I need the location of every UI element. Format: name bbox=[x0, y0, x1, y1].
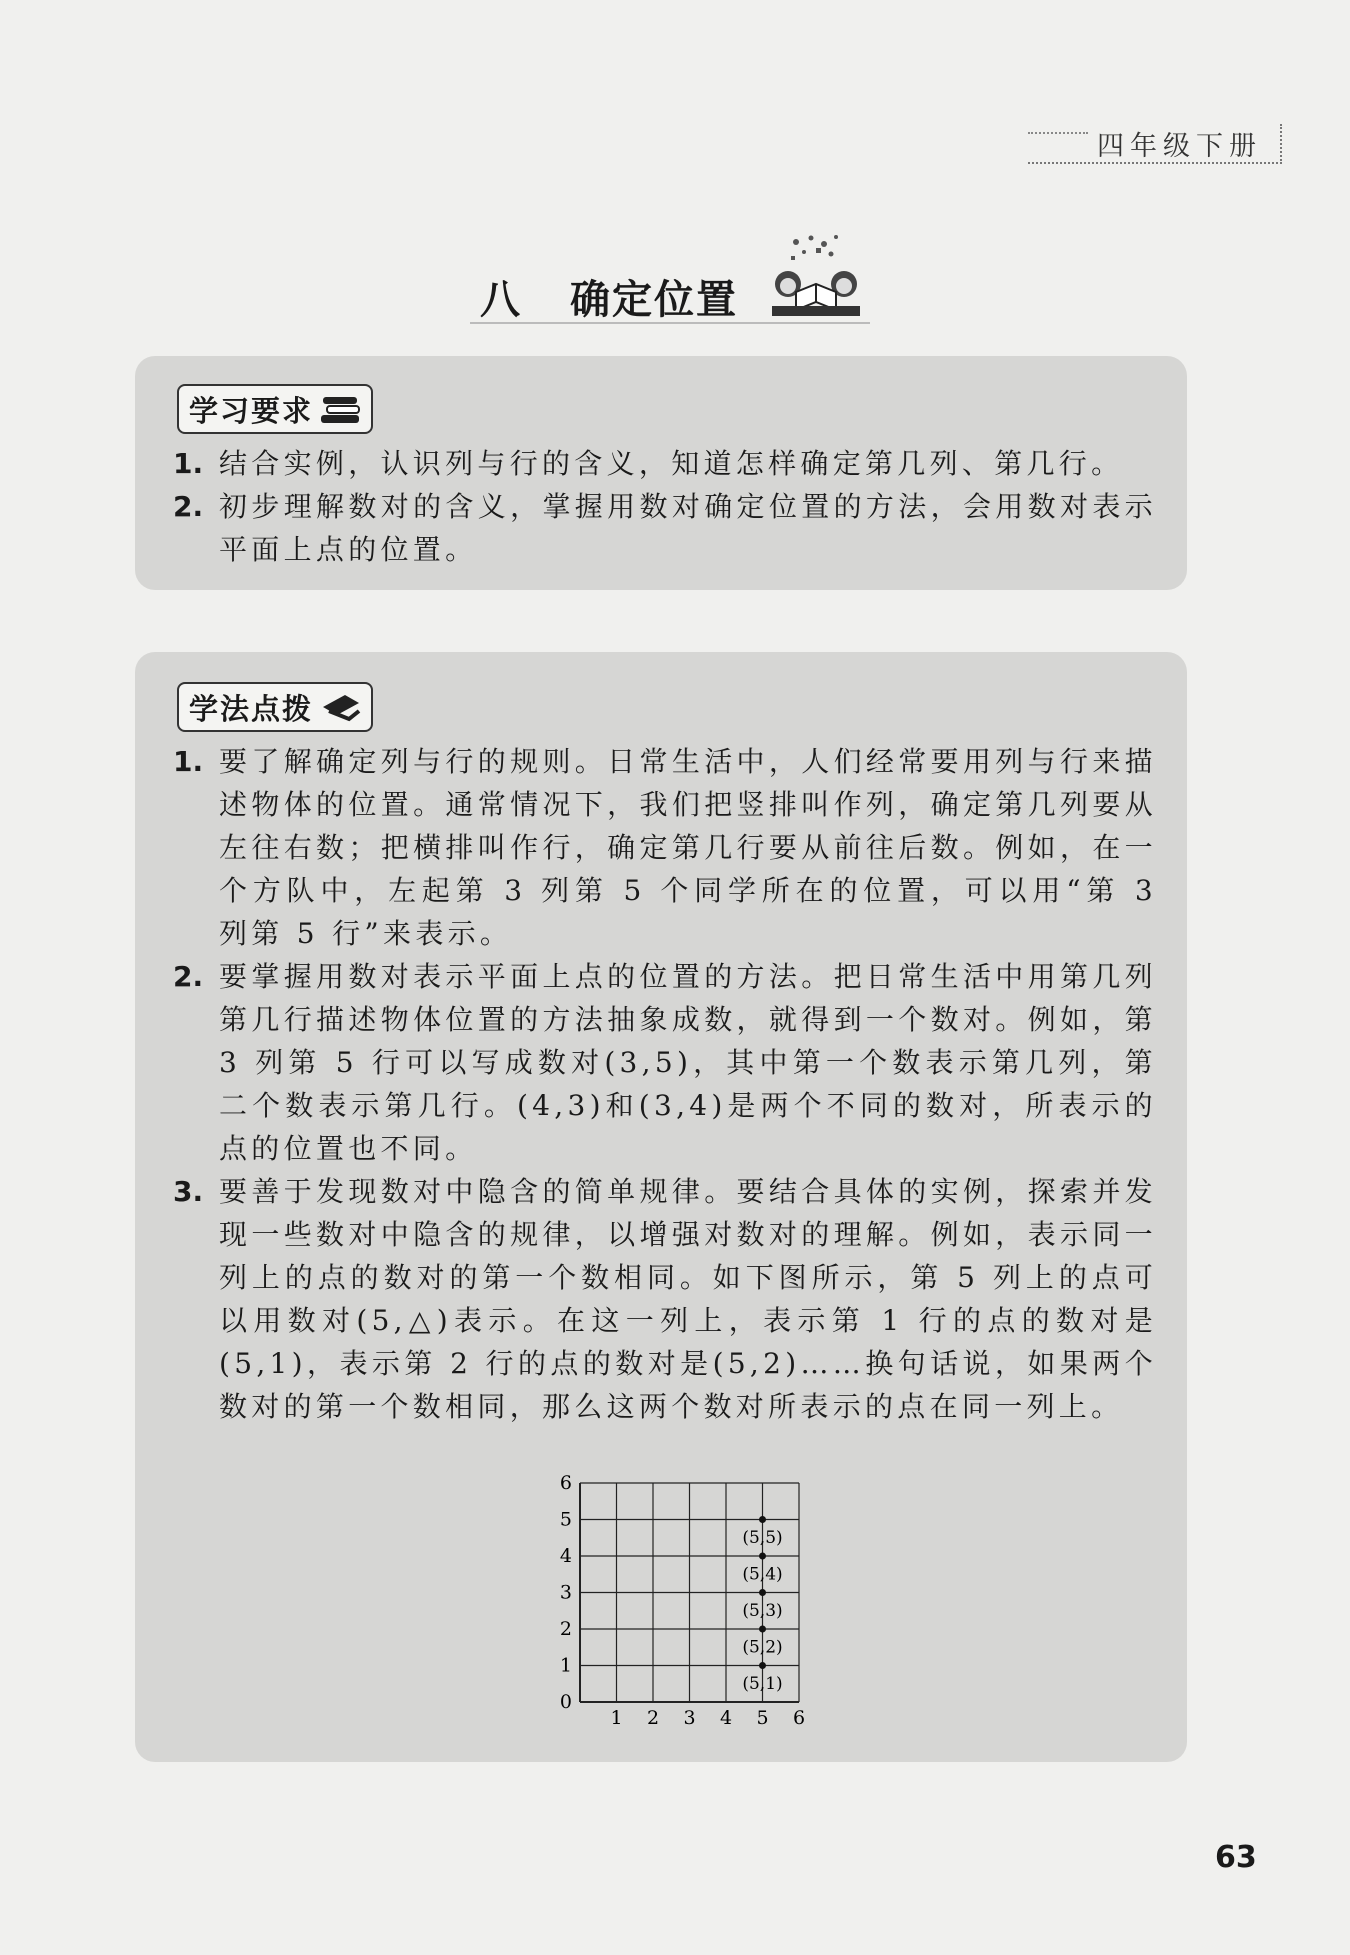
page-number: 63 bbox=[1215, 1840, 1257, 1875]
data-point-label: (5,3) bbox=[742, 1600, 783, 1621]
y-tick-label: 4 bbox=[559, 1545, 572, 1567]
chapter-title: 确定位置 bbox=[570, 276, 738, 323]
pencil-icon bbox=[319, 689, 363, 725]
chapter-heading bbox=[470, 262, 870, 324]
data-point-label: (5,5) bbox=[742, 1527, 783, 1548]
dotted-line bbox=[1028, 132, 1088, 134]
reading-kids-icon bbox=[766, 232, 866, 322]
y-tick-label: 6 bbox=[559, 1472, 572, 1494]
books-icon bbox=[319, 391, 363, 427]
method-tips-tag bbox=[177, 682, 373, 732]
learning-requirements-label: 学习要求 bbox=[189, 393, 314, 428]
data-point bbox=[759, 1516, 766, 1523]
data-point-label: (5,2) bbox=[742, 1637, 783, 1658]
grade-tag bbox=[1028, 124, 1282, 164]
y-tick-label: 2 bbox=[559, 1618, 572, 1640]
x-tick-label: 2 bbox=[646, 1707, 660, 1729]
y-tick-label: 1 bbox=[559, 1654, 572, 1677]
learning-requirements-tag bbox=[177, 384, 373, 434]
data-point bbox=[759, 1626, 766, 1633]
data-point bbox=[759, 1589, 766, 1596]
x-tick-label: 1 bbox=[610, 1707, 623, 1729]
y-tick-label: 0 bbox=[559, 1691, 572, 1713]
x-tick-label: 4 bbox=[719, 1707, 733, 1729]
learning-requirements-list bbox=[173, 442, 1157, 571]
method-tips-list bbox=[173, 740, 1157, 1428]
chapter-number: 八 bbox=[480, 276, 520, 323]
data-point-label: (5,1) bbox=[742, 1673, 783, 1694]
list-item: 1. 要了解确定列与行的规则。日常生活中，人们经常要用列与行来描述物体的位置。通常情况下，我们把竖排叫作列，确定第几列要从左往右数；把横排叫作行，确定第几行要从前往后数。例如，在一个方队中，左起第 3 列第 5 个同学所在的位置，可以用“第 3 列第 5 行”来表示。 bbox=[173, 745, 1157, 950]
list-item: 2. 初步理解数对的含义，掌握用数对确定位置的方法，会用数对表示平面上点的位置。 bbox=[173, 490, 1157, 566]
method-tips-label: 学法点拨 bbox=[189, 691, 314, 726]
x-tick-label: 6 bbox=[792, 1707, 806, 1729]
method-tips-panel bbox=[135, 652, 1187, 1762]
data-point-label: (5,4) bbox=[742, 1564, 783, 1585]
x-tick-label: 3 bbox=[683, 1707, 696, 1729]
y-tick-label: 5 bbox=[559, 1508, 572, 1531]
learning-requirements-panel bbox=[135, 356, 1187, 590]
list-item: 1. 结合实例，认识列与行的含义，知道怎样确定第几列、第几行。 bbox=[173, 447, 1124, 480]
x-tick-label: 5 bbox=[756, 1707, 769, 1729]
data-point bbox=[759, 1662, 766, 1669]
y-tick-label: 3 bbox=[559, 1581, 572, 1604]
coordinate-grid-chart bbox=[530, 1462, 806, 1732]
list-item: 2. 要掌握用数对表示平面上点的位置的方法。把日常生活中用第几列第几行描述物体位置的方法抽象成数，就得到一个数对。例如，第 3 列第 5 行可以写成数对(3,5)，其中第一个数表示第几列，第二个数表示第几行。(4,3)和(3,4)是两个不同的数对，所表示的点的位置也不同。 bbox=[173, 960, 1157, 1165]
list-item: 3. 要善于发现数对中隐含的简单规律。要结合具体的实例，探索并发现一些数对中隐含的规律，以增强对数对的理解。例如，表示同一列上的点的数对的第一个数相同。如下图所示，第 5 列上的点可以用数对(5,△)表示。在这一列上，表示第 1 行的点的数对是(5,1)，表示第 2 行的点的数对是(5,2)……换句话说，如果两个数对的第一个数相同，那么这两个数对所表示的点在同一列上。 bbox=[173, 1175, 1157, 1423]
grade-label: 四年级下册 bbox=[1097, 130, 1262, 162]
data-point bbox=[759, 1553, 766, 1560]
